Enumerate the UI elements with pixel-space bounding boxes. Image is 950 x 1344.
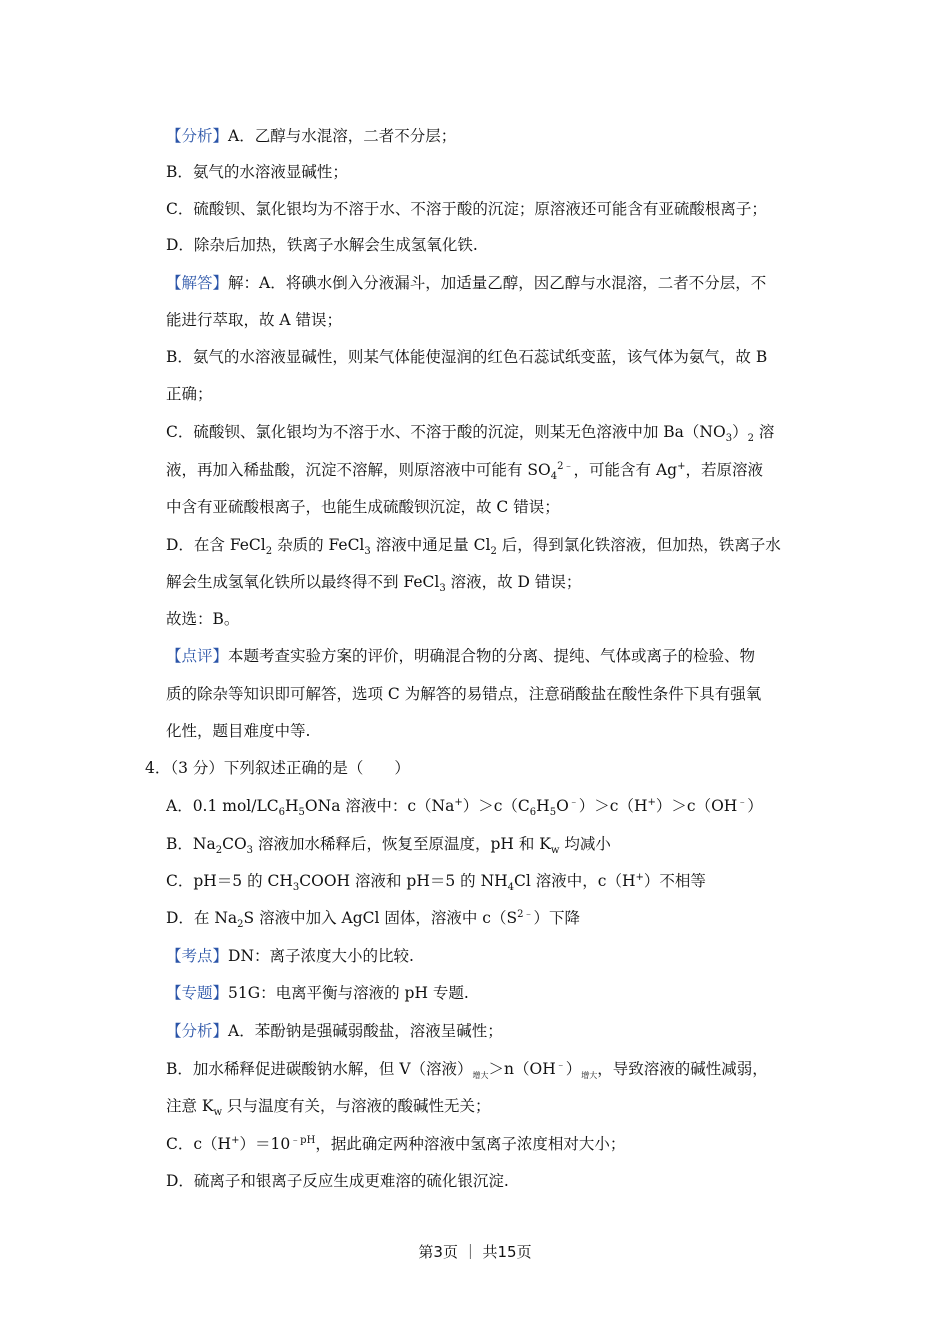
question-4-stem: 4．（3 分）下列叙述正确的是（ ） [145, 759, 410, 777]
solution-answer: 故选：B。 [166, 610, 240, 628]
analysis-line-4: D．除杂后加热，铁离子水解会生成氢氧化铁. [166, 236, 478, 254]
knowledge-point: 【考点】DN：离子浓度大小的比较. [166, 947, 414, 965]
page-footer: 第3页 ｜ 共15页 [418, 1243, 532, 1261]
analysis2-line-1: 【分析】A．苯酚钠是强碱弱酸盐，溶液呈碱性； [166, 1022, 503, 1040]
solution-line-8: D．在含 FeCl$_2$ 杂质的 FeCl$_3$ 溶液中通足量 $Cl_2$ 后，得到氯化铁溶液，但加热，铁离子水 [166, 536, 781, 558]
comment-line-2: 质的除杂等知识即可解答，选项 C 为解答的易错点，注意硝酸盐在酸性条件下具有强氧 [166, 685, 762, 703]
analysis2-line-2: B．加水稀释促进碳酸钠水解，但 V（溶液）$_{增大}>n(OH^﹣)_{增大}$，导致溶液的碱性减弱， [166, 1059, 768, 1081]
solution-line-6: 液，再加入稀盐酸，沉淀不溶解，则原溶液中可能有 $SO_4^{2﹣}$，可能含有 Ag+，若原溶液 [166, 460, 763, 483]
solution-line-5: C．硫酸钡、氯化银均为不溶于水、不溶于酸的沉淀，则某无色溶液中加 $Ba(NO_3)_2$ 溶 [166, 423, 775, 445]
analysis2-line-3: 注意 $K_w$ 只与温度有关，与溶液的酸碱性无关； [166, 1097, 491, 1119]
analysis-line-2: B．氨气的水溶液显碱性； [166, 163, 348, 181]
topic: 【专题】51G：电离平衡与溶液的 pH 专题. [166, 984, 469, 1002]
comment-line-1: 【点评】本题考查实验方案的评价，明确混合物的分离、提纯、气体或离子的检验、物 [166, 647, 756, 665]
option-a: A．0.1 mol/$LC_6H_5ONa$ 溶液中：$c(Na^+)>c(C_6H_5O^﹣)>c(H^+)>c(OH^﹣)$ [166, 796, 763, 819]
analysis2-tag: 【分析】 [166, 1022, 229, 1040]
solution-tag: 【解答】 [166, 274, 229, 292]
analysis-tag: 【分析】 [166, 127, 229, 145]
topic-tag: 【专题】 [166, 984, 229, 1002]
solution-line-4: 正确； [166, 385, 213, 403]
option-c: C．pH＝5 的 $CH_3COOH$ 溶液和 pH＝5 的 $NH_4Cl$ 溶液中，c（H+）不相等 [166, 871, 706, 894]
solution-line-9: 解会生成氢氧化铁所以最终得不到 FeCl$_3$ 溶液，故 D 错误； [166, 573, 582, 595]
option-b: B．$Na_2CO_3$ 溶液加水稀释后，恢复至原温度，pH 和 $K_w$ 均减小 [166, 835, 611, 857]
knowledge-tag: 【考点】 [166, 947, 229, 965]
solution-line-1: 【解答】解：A．将碘水倒入分液漏斗，加适量乙醇，因乙醇与水混溶，二者不分层，不 [166, 274, 767, 292]
solution-line-3: B．氨气的水溶液显碱性，则某气体能使湿润的红色石蕊试纸变蓝，该气体为氨气，故 B [166, 348, 768, 366]
solution-line-2: 能进行萃取，故 A 错误； [166, 311, 343, 329]
analysis2-line-4: C．$c(H^+)=10^{﹣pH}$，据此确定两种溶液中氢离子浓度相对大小； [166, 1134, 626, 1153]
analysis-line-1: 【分析】A．乙醇与水混溶，二者不分层； [166, 127, 457, 145]
solution-line-7: 中含有亚硫酸根离子，也能生成硫酸钡沉淀，故 C 错误； [166, 498, 560, 516]
comment-tag: 【点评】 [166, 647, 229, 665]
comment-line-3: 化性，题目难度中等. [166, 722, 311, 740]
analysis2-line-5: D．硫离子和银离子反应生成更难溶的硫化银沉淀. [166, 1172, 509, 1190]
option-d: D．在 $Na_2S$ 溶液中加入 AgCl 固体，溶液中 $c(S^{2﹣})$下降 [166, 908, 580, 931]
analysis-line-3: C．硫酸钡、氯化银均为不溶于水、不溶于酸的沉淀；原溶液还可能含有亚硫酸根离子； [166, 200, 767, 218]
